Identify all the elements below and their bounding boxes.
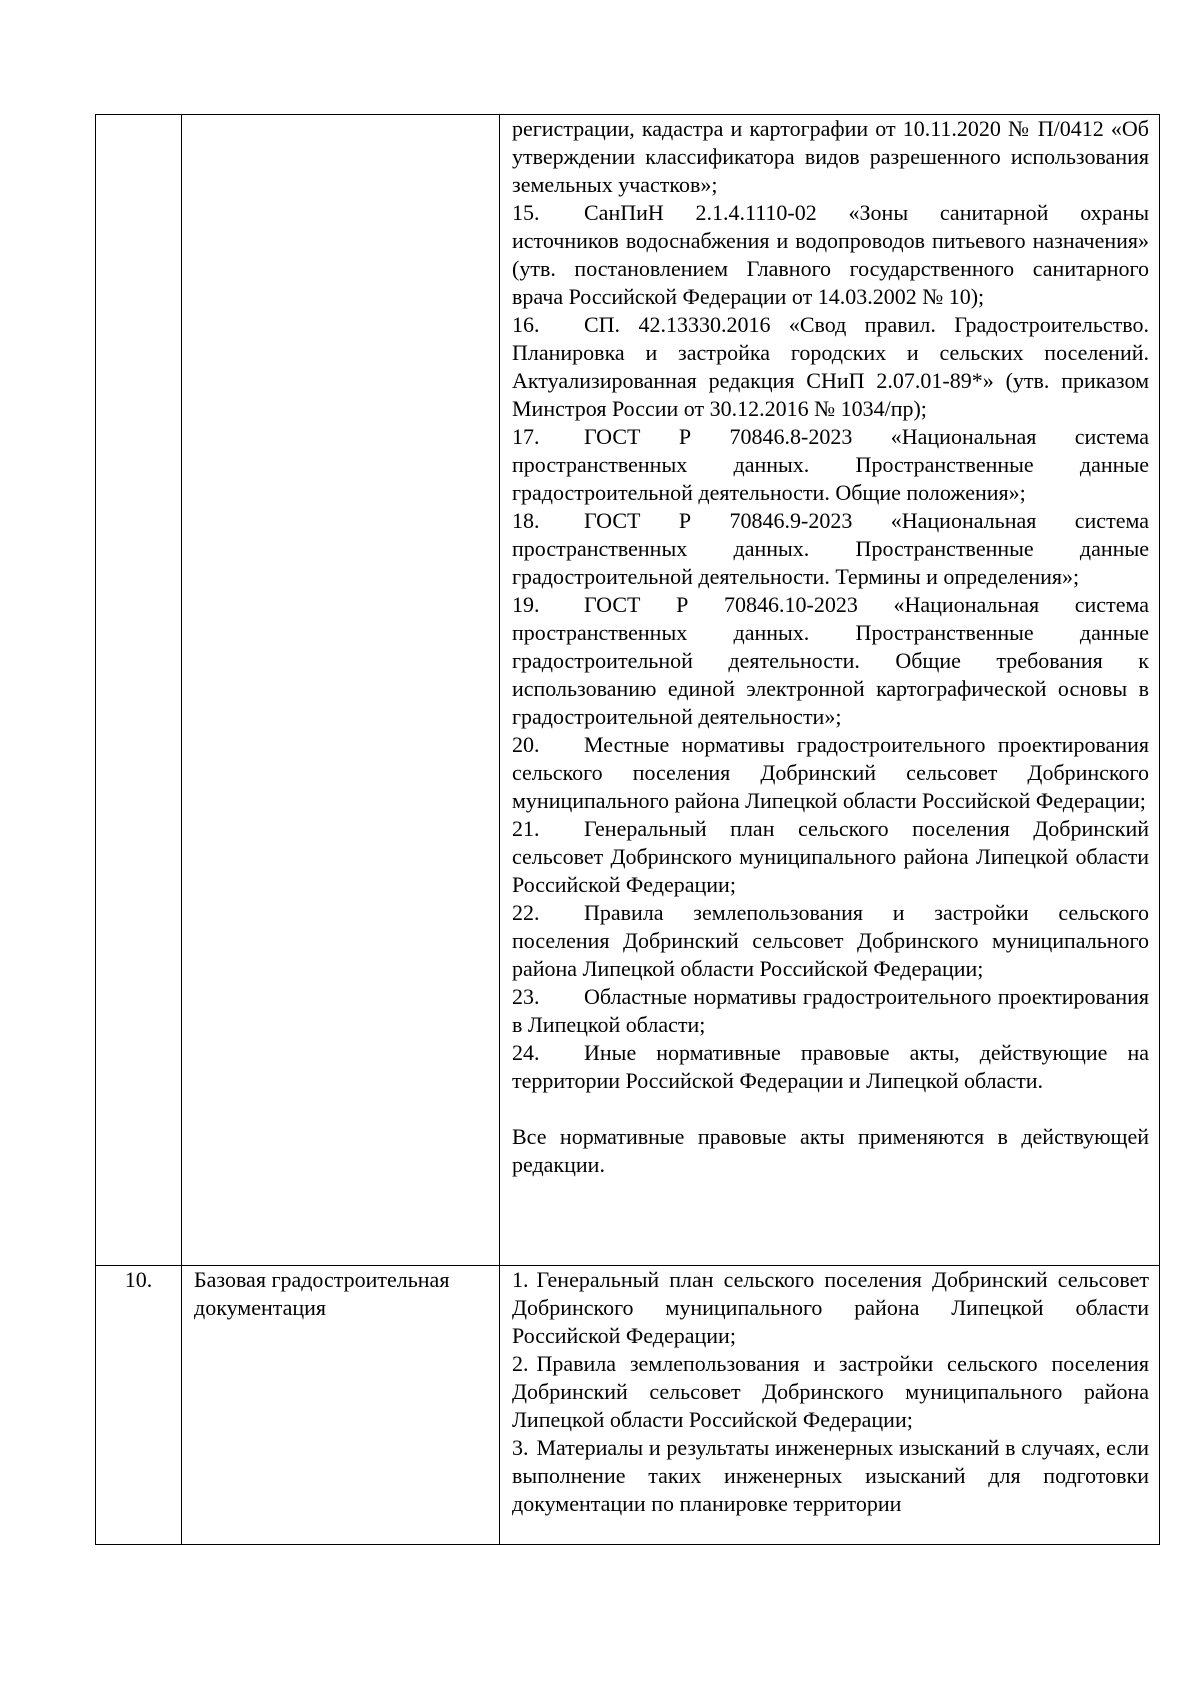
list-item xyxy=(512,311,1149,423)
list-item xyxy=(512,591,1149,731)
row-content-cell xyxy=(500,1266,1160,1545)
list-item xyxy=(512,731,1149,815)
list-item-text: Правила землепользования и застройки сельского поселения Добринский сельсовет Добринского муниципального района Липецкой области Российской Федерации; xyxy=(512,900,1149,981)
list-item-text: Областные нормативы градостроительного проектирования в Липецкой области; xyxy=(512,984,1149,1037)
list-item-number: 23. xyxy=(512,984,540,1009)
list-item-text: ГОСТ Р 70846.8-2023 «Национальная система пространственных данных. Пространственные данные градостроительной деятельности. Общие положения»; xyxy=(512,424,1149,505)
list-item-number: 24. xyxy=(512,1040,540,1065)
blank-line xyxy=(512,1095,1149,1123)
list-item xyxy=(512,899,1149,983)
list-item-text: Материалы и результаты инженерных изысканий в случаях, если выполнение таких инженерных изысканий для подготовки документации по планировке территории xyxy=(512,1435,1149,1516)
list-item-text: Генеральный план сельского поселения Добринский сельсовет Добринского муниципального района Липецкой области Российской Федерации; xyxy=(512,816,1149,897)
regulation-list xyxy=(512,199,1149,1095)
list-item-number: 3. xyxy=(512,1435,529,1460)
closing-paragraph: Все нормативные правовые акты применяются в действующей редакции. xyxy=(512,1124,1149,1177)
list-item xyxy=(512,1350,1149,1434)
list-item xyxy=(512,1434,1149,1518)
row-name-cell: Базовая градостроительная документация xyxy=(182,1266,500,1545)
list-item-number: 21. xyxy=(512,816,540,841)
list-item-text: ГОСТ Р 70846.9-2023 «Национальная система пространственных данных. Пространственные данные градостроительной деятельности. Термины и определения»; xyxy=(512,508,1149,589)
list-item-text: СанПиН 2.1.4.1110-02 «Зоны санитарной охраны источников водоснабжения и водопроводов питьевого назначения» (утв. постановлением Главного государственного санитарного врача Российской Федерации от 14.03.2002 № 10); xyxy=(512,200,1149,309)
list-item-number: 20. xyxy=(512,732,540,757)
row-content-cell xyxy=(500,115,1160,1266)
list-item-text: СП. 42.13330.2016 «Свод правил. Градостроительство. Планировка и застройка городских и сельских поселений. Актуализированная редакция СНиП 2.07.01-89*» (утв. приказом Минстроя России от 30.12.2016 № 1034/пр); xyxy=(512,312,1149,421)
list-item-number: 19. xyxy=(512,592,540,617)
list-item xyxy=(512,983,1149,1039)
list-item-text: Генеральный план сельского поселения Добринский сельсовет Добринского муниципального района Липецкой области Российской Федерации; xyxy=(512,1267,1149,1348)
list-item-number: 16. xyxy=(512,312,540,337)
list-item-text: Иные нормативные правовые акты, действующие на территории Российской Федерации и Липецкой области. xyxy=(512,1040,1149,1093)
list-item-number: 1. xyxy=(512,1267,529,1292)
row-number-cell xyxy=(96,115,182,1266)
list-item-number: 17. xyxy=(512,424,540,449)
list-item xyxy=(512,507,1149,591)
list-item-number: 18. xyxy=(512,508,540,533)
table-row-10 xyxy=(96,1266,1160,1545)
list-item xyxy=(512,815,1149,899)
list-item-text: Правила землепользования и застройки сельского поселения Добринский сельсовет Добринского муниципального района Липецкой области Российской Федерации; xyxy=(512,1351,1149,1432)
list-item-number: 22. xyxy=(512,900,540,925)
list-item-number: 15. xyxy=(512,200,540,225)
requirements-table xyxy=(95,114,1160,1545)
table-row-continued xyxy=(96,115,1160,1266)
row-name-cell xyxy=(182,115,500,1266)
list-item-number: 2. xyxy=(512,1351,529,1376)
row-number-cell: 10. xyxy=(96,1266,182,1545)
list-item xyxy=(512,423,1149,507)
base-documentation-list xyxy=(512,1266,1149,1518)
list-item xyxy=(512,1039,1149,1095)
list-item-text: Местные нормативы градостроительного проектирования сельского поселения Добринский сельсовет Добринского муниципального района Липецкой области Российской Федерации; xyxy=(512,732,1149,813)
list-item xyxy=(512,199,1149,311)
list-item xyxy=(512,1266,1149,1350)
list-item-text: ГОСТ Р 70846.10-2023 «Национальная система пространственных данных. Пространственные данные градостроительной деятельности. Общие требования к использованию единой электронной картографической основы в градостроительной деятельности»; xyxy=(512,592,1149,729)
intro-paragraph: регистрации, кадастра и картографии от 10.11.2020 № П/0412 «Об утверждении классификатора видов разрешенного использования земельных участков»; xyxy=(512,116,1149,197)
